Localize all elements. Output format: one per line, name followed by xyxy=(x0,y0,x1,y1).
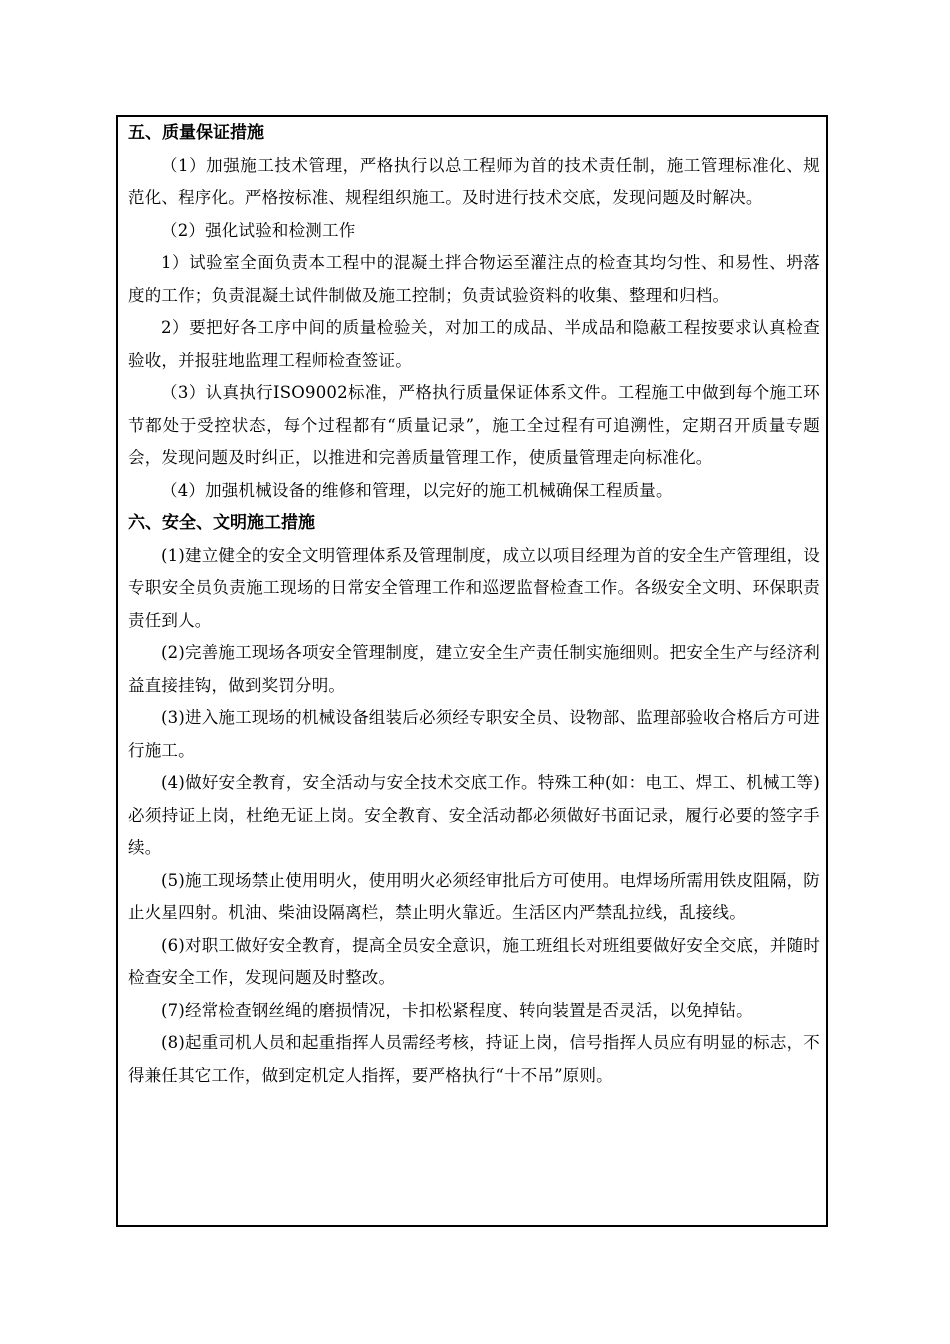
paragraph: （1）加强施工技术管理，严格执行以总工程师为首的技术责任制，施工管理标准化、规范化、程序化。严格按标准、规程组织施工。及时进行技术交底，发现问题及时解决。 xyxy=(128,155,820,207)
paragraph: （2）强化试验和检测工作 xyxy=(161,220,356,240)
paragraph: (4)做好安全教育，安全活动与安全技术交底工作。特殊工种(如：电工、焊工、机械工等)必须持证上岗，杜绝无证上岗。安全教育、安全活动都必须做好书面记录，履行必要的签字手续。 xyxy=(128,773,820,857)
section-heading: 六、安全、文明施工措施 xyxy=(128,513,315,533)
paragraph: (7)经常检查钢丝绳的磨损情况，卡扣松紧程度、转向装置是否灵活，以免掉钻。 xyxy=(161,1000,753,1020)
paragraph: 2）要把好各工序中间的质量检验关，对加工的成品、半成品和隐蔽工程按要求认真检查验收，并报驻地监理工程师检查签证。 xyxy=(128,318,820,370)
paragraph: (8)起重司机人员和起重指挥人员需经考核，持证上岗，信号指挥人员应有明显的标志，不得兼任其它工作，做到定机定人指挥，要严格执行“十不吊”原则。 xyxy=(128,1033,820,1085)
paragraph: (2)完善施工现场各项安全管理制度，建立安全生产责任制实施细则。把安全生产与经济利益直接挂钩，做到奖罚分明。 xyxy=(128,643,820,695)
section-safety xyxy=(128,507,820,1092)
paragraph: （4）加强机械设备的维修和管理，以完好的施工机械确保工程质量。 xyxy=(161,480,673,500)
paragraph: (6)对职工做好安全教育，提高全员安全意识，施工班组长对班组要做好安全交底，并随时检查安全工作，发现问题及时整改。 xyxy=(128,935,820,987)
paragraph: (3)进入施工现场的机械设备组装后必须经专职安全员、设物部、监理部验收合格后方可进行施工。 xyxy=(128,708,820,760)
section-quality xyxy=(128,117,820,507)
paragraph: (1)建立健全的安全文明管理体系及管理制度，成立以项目经理为首的安全生产管理组，设专职安全员负责施工现场的日常安全管理工作和巡逻监督检查工作。各级安全文明、环保职责责任到人。 xyxy=(128,545,820,630)
document-frame xyxy=(116,115,828,1227)
paragraph: 1）试验室全面负责本工程中的混凝土拌合物运至灌注点的检查其均匀性、和易性、坍落度的工作；负责混凝土试件制做及施工控制；负责试验资料的收集、整理和归档。 xyxy=(128,253,820,305)
paragraph: (5)施工现场禁止使用明火，使用明火必须经审批后方可使用。电焊场所需用铁皮阻隔，防止火星四射。机油、柴油设隔离栏，禁止明火靠近。生活区内严禁乱拉线，乱接线。 xyxy=(128,870,820,922)
paragraph: （3）认真执行ISO9002标准，严格执行质量保证体系文件。工程施工中做到每个施工环节都处于受控状态，每个过程都有“质量记录”，施工全过程有可追溯性，定期召开质量专题会，发现问题及时纠正，以推进和完善质量管理工作，使质量管理走向标准化。 xyxy=(128,383,820,467)
section-heading: 五、质量保证措施 xyxy=(128,123,264,143)
